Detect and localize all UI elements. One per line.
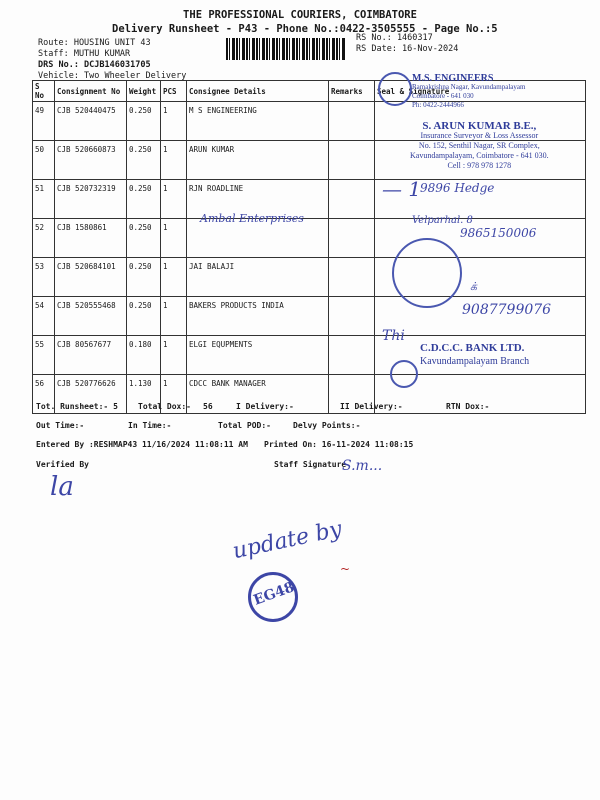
cell-consignment: CJB 520555468 xyxy=(55,297,127,336)
arun-stamp-line: No. 152, Senthil Nagar, SR Complex, xyxy=(418,141,540,150)
cell-sno: 55 xyxy=(33,336,55,375)
entered-by: Entered By :RESHMAP43 11/16/2024 11:08:11 AM xyxy=(36,440,248,449)
col-weight: Weight xyxy=(127,81,161,102)
col-sno: S No xyxy=(33,81,55,102)
cell-sno: 50 xyxy=(33,141,55,180)
ms-eng-round-stamp xyxy=(378,72,412,106)
cell-consignment: CJB 80567677 xyxy=(55,336,127,375)
drs-no: DRS No.: DCJB146031705 xyxy=(38,60,151,70)
cell-pcs: 1 xyxy=(161,375,187,414)
cell-pcs: 1 xyxy=(161,102,187,141)
cell-sno: 54 xyxy=(33,297,55,336)
ms-eng-stamp xyxy=(412,74,525,110)
verified-initial: la xyxy=(50,472,74,502)
company-title: THE PROFESSIONAL COURIERS, COIMBATORE xyxy=(183,9,417,21)
ms-eng-stamp-line: Ph: 0422-2444966 xyxy=(412,101,464,109)
row51-sign-text: 9896 Hedge xyxy=(420,181,495,195)
cell-consignee: RJN ROADLINE xyxy=(187,180,329,219)
cell-weight: 0.250 xyxy=(127,297,161,336)
cell-sno: 51 xyxy=(33,180,55,219)
i-delivery: I Delivery:- xyxy=(236,402,294,411)
cell-remarks xyxy=(329,258,375,297)
runsheet-line: Delivery Runsheet - P43 - Phone No.:0422-3505555 - Page No.:5 xyxy=(112,23,498,35)
ii-delivery: II Delivery:- xyxy=(340,402,403,411)
arun-stamp-line: S. ARUN KUMAR B.E., xyxy=(422,120,537,132)
bank-stamp xyxy=(420,342,529,368)
ms-eng-stamp-line: M.S. ENGINEERS xyxy=(412,73,494,84)
bank-stamp-line: C.D.C.C. BANK LTD. xyxy=(420,342,525,354)
out-time: Out Time:- xyxy=(36,421,85,430)
total-dox-label: Total Dox:- xyxy=(138,402,191,411)
cell-consignment: CJB 520440475 xyxy=(55,102,127,141)
vehicle: Vehicle: Two Wheeler Delivery xyxy=(38,71,187,81)
in-time: In Time:- xyxy=(128,421,172,430)
route: Route: HOUSING UNIT 43 xyxy=(38,38,151,48)
col-pcs: PCS xyxy=(161,81,187,102)
rs-date: RS Date: 16-Nov-2024 xyxy=(356,44,459,54)
cell-pcs: 1 xyxy=(161,180,187,219)
bank-round-stamp xyxy=(390,360,418,388)
update-note: update by xyxy=(230,516,345,565)
cell-remarks xyxy=(329,141,375,180)
cell-consignment: CJB 520732319 xyxy=(55,180,127,219)
cell-pcs: 1 xyxy=(161,297,187,336)
cell-remarks xyxy=(329,180,375,219)
cell-consignee: CDCC BANK MANAGER xyxy=(187,375,329,414)
staff-sign: S.m... xyxy=(342,458,383,474)
cell-sno: 52 xyxy=(33,219,55,258)
route-info xyxy=(38,38,186,82)
arun-stamp-line: Cell : 978 978 1278 xyxy=(447,161,512,170)
cell-consignment: CJB 520776626 xyxy=(55,375,127,414)
printed-on: Printed On: 16-11-2024 11:08:15 xyxy=(264,440,414,449)
red-initial: ~ xyxy=(340,562,351,576)
cell-weight: 1.130 xyxy=(127,375,161,414)
cell-consignee: ELGI EQUPMENTS xyxy=(187,336,329,375)
total-pod: Total POD:- xyxy=(218,421,271,430)
cell-consignment: CJB 520660873 xyxy=(55,141,127,180)
cell-weight: 0.250 xyxy=(127,258,161,297)
delvy-points: Delvy Points:- xyxy=(293,421,361,430)
ms-eng-stamp-line: Coimbatore - 641 030 xyxy=(412,92,474,100)
col-consignee: Consignee Details xyxy=(187,81,329,102)
cell-weight: 0.250 xyxy=(127,102,161,141)
cell-consignment: CJB 1580861 xyxy=(55,219,127,258)
tot-runsheet: Tot. Runsheet:- 5 xyxy=(36,402,118,411)
cell-remarks xyxy=(329,102,375,141)
arun-stamp xyxy=(410,121,549,171)
col-seal-signature: Seal & Signature xyxy=(375,81,586,102)
cell-weight: 0.250 xyxy=(127,141,161,180)
col-consignment: Consignment No xyxy=(55,81,127,102)
cell-sno: 49 xyxy=(33,102,55,141)
cell-remarks xyxy=(329,219,375,258)
cell-consignee: JAI BALAJI xyxy=(187,258,329,297)
cell-sno: 53 xyxy=(33,258,55,297)
barcode xyxy=(226,38,346,60)
row52-consignee-handwritten: Ambal Enterprises xyxy=(200,212,304,225)
cell-sno: 56 xyxy=(33,375,55,414)
cell-weight: 0.180 xyxy=(127,336,161,375)
row52-remark-handwritten: Velparhal. 8 xyxy=(412,215,473,226)
cell-remarks xyxy=(329,336,375,375)
table-row xyxy=(33,180,586,219)
cell-consignee: M S ENGINEERING xyxy=(187,102,329,141)
total-dox-value: 56 xyxy=(203,402,213,411)
cell-pcs: 1 xyxy=(161,336,187,375)
ms-eng-stamp-line: Ramakrishna Nagar, Kavundampalayam xyxy=(412,83,526,91)
cell-weight: 0.250 xyxy=(127,219,161,258)
eg48-stamp-code: EG48 xyxy=(251,579,297,609)
arun-stamp-line: Kavundampalayam, Coimbatore - 641 030. xyxy=(410,151,549,160)
col-remarks: Remarks xyxy=(329,81,375,102)
rs-info xyxy=(356,33,458,55)
cell-consignee: BAKERS PRODUCTS INDIA xyxy=(187,297,329,336)
rs-no: RS No.: 1460317 xyxy=(356,33,433,43)
row55-signature: Thi xyxy=(382,328,405,344)
row51-signature: — 1 xyxy=(382,177,422,201)
bank-stamp-line: Kavundampalayam Branch xyxy=(420,356,530,367)
arun-stamp-line: Insurance Surveyor & Loss Assessor xyxy=(420,131,539,140)
cell-remarks xyxy=(329,297,375,336)
table-row xyxy=(33,258,586,297)
staff: Staff: MUTHU KUMAR xyxy=(38,49,131,59)
cell-pcs: 1 xyxy=(161,219,187,258)
round-seal-stamp xyxy=(392,238,462,308)
verified-by: Verified By xyxy=(36,460,89,469)
cell-pcs: 1 xyxy=(161,141,187,180)
cell-consignee: ARUN KUMAR xyxy=(187,141,329,180)
cell-weight: 0.250 xyxy=(127,180,161,219)
row54-sign: க் xyxy=(470,280,478,293)
staff-signature-label: Staff Signature xyxy=(274,460,347,469)
cell-consignment: CJB 520684101 xyxy=(55,258,127,297)
rtn-dox: RTN Dox:- xyxy=(446,402,490,411)
row54-phone-handwritten: 9087799076 xyxy=(462,302,552,318)
row52-phone-handwritten: 9865150006 xyxy=(460,226,537,240)
cell-pcs: 1 xyxy=(161,258,187,297)
